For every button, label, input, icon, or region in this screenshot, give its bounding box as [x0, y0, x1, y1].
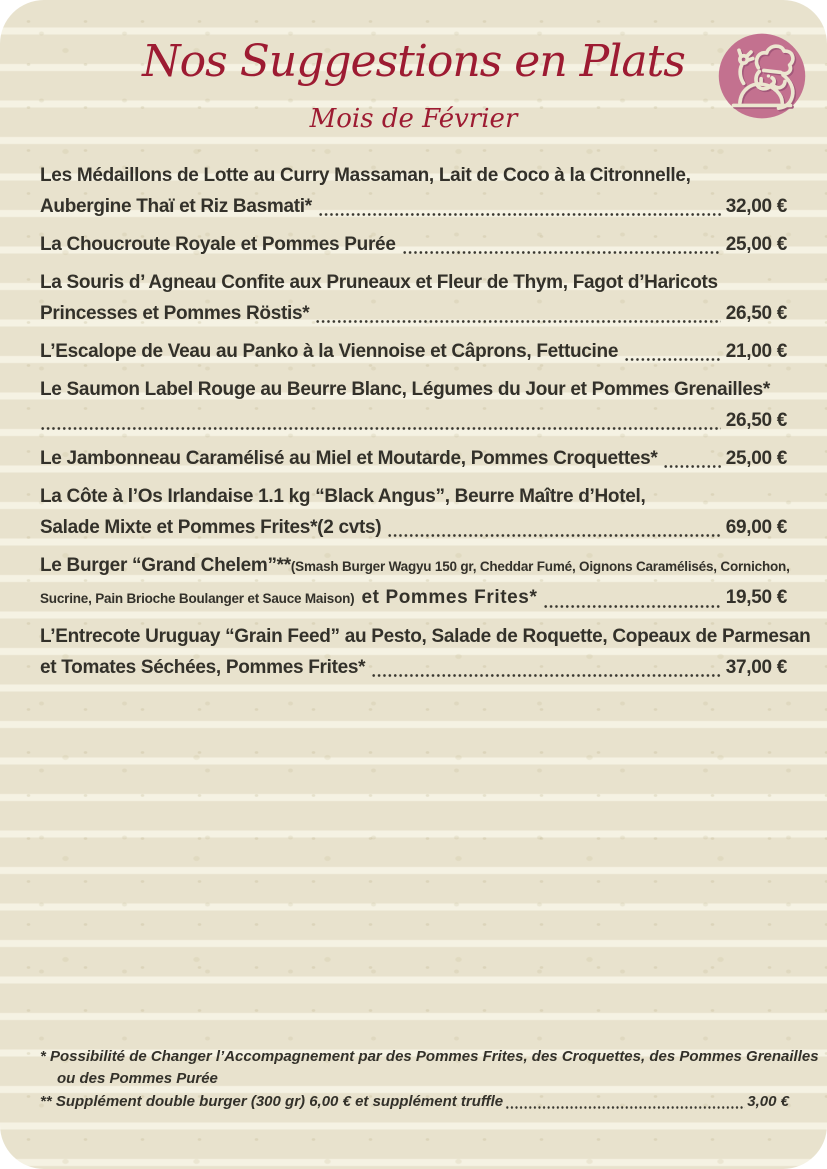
footnote-accompagnement-line2: ou des Pommes Purée: [57, 1070, 218, 1087]
dotted-leader: [371, 674, 720, 677]
menu-item-line: La Souris d’ Agneau Confite aux Pruneaux et Fleur de Thym, Fagot d’Haricots: [40, 272, 718, 293]
menu-item-line: Le Saumon Label Rouge au Beurre Blanc, Légumes du Jour et Pommes Grenailles*: [40, 379, 771, 400]
page-subtitle: Mois de Février: [309, 104, 518, 134]
menu-item-price: 37,00 €: [725, 657, 787, 678]
menu-item-detail-text: Sucrine, Pain Brioche Boulanger et Sauce Maison): [40, 591, 355, 606]
menu-item-price: 25,00 €: [725, 234, 787, 255]
dotted-leader: [663, 465, 720, 468]
menu-item-cote-a-los: [40, 481, 787, 543]
dotted-leader: [624, 358, 721, 361]
page-title: Nos Suggestions en Plats: [142, 36, 685, 87]
menu-item-choucroute: [40, 229, 787, 260]
menu-item-text: Salade Mixte et Pommes Frites*(2 cvts): [40, 517, 382, 538]
menu-item-price: 26,50 €: [725, 303, 787, 324]
menu-item-lotte: [40, 160, 787, 222]
menu-item-text: Le Jambonneau Caramélisé au Miel et Moutarde, Pommes Croquettes*: [40, 448, 658, 469]
menu-item-text: L’Escalope de Veau au Panko à la Viennoise et Câprons, Fettucine: [40, 341, 619, 362]
menu-item-text: Princesses et Pommes Röstis*: [40, 303, 310, 324]
menu-item-text: Le Burger “Grand Chelem”**: [40, 555, 291, 576]
menu-item-burger: [40, 550, 790, 614]
menu-item-line: L’Entrecote Uruguay “Grain Feed” au Pesto, Salade de Roquette, Copeaux de Parmesan: [40, 626, 811, 647]
menu-item-price: 25,00 €: [725, 448, 787, 469]
menu-item-text: et Pommes Frites*: [361, 587, 538, 608]
menu-item-line: La Côte à l’Os Irlandaise 1.1 kg “Black Angus”, Beurre Maître d’Hotel,: [40, 486, 646, 507]
menu-item-price: 32,00 €: [725, 196, 787, 217]
menu-item-text: La Choucroute Royale et Pommes Purée: [40, 234, 396, 255]
menu-item-price: 26,50 €: [725, 410, 787, 431]
footnote-supplement-text: ** Supplément double burger (300 gr) 6,00 € et supplément truffle: [40, 1092, 504, 1110]
menu-item-souris-agneau: [40, 267, 787, 329]
menu-item-entrecote: [40, 621, 811, 683]
menu-item-price: 21,00 €: [725, 341, 787, 362]
dotted-leader: [402, 251, 721, 254]
menu-list: [0, 136, 827, 683]
dotted-leader: [315, 320, 720, 323]
dotted-leader: [387, 534, 720, 537]
footnote-supplement: [40, 1091, 789, 1114]
footnote-supplement-price: 3,00 €: [747, 1092, 789, 1110]
dotted-leader: [318, 213, 721, 216]
footnote-accompagnement-line1: * Possibilité de Changer l’Accompagnement par des Pommes Frites, des Croquettes, des Pommes Grenailles: [40, 1047, 819, 1065]
dotted-leader: [543, 605, 720, 608]
menu-item-price: 19,50 €: [725, 587, 787, 608]
dotted-leader: [505, 1106, 745, 1109]
menu-item-text: et Tomates Séchées, Pommes Frites*: [40, 657, 366, 678]
menu-header: [0, 0, 827, 136]
menu-item-saumon: [40, 374, 787, 436]
menu-item-escalope-veau: [40, 336, 787, 367]
chef-with-platter-icon: [716, 30, 808, 122]
dotted-leader: [40, 427, 721, 430]
menu-item-detail-text: (Smash Burger Wagyu 150 gr, Cheddar Fumé, Oignons Caramélisés, Cornichon,: [290, 559, 790, 574]
menu-item-line: Les Médaillons de Lotte au Curry Massaman, Lait de Coco à la Citronnelle,: [40, 165, 691, 186]
menu-item-jambonneau: [40, 443, 787, 474]
footnotes: [40, 1046, 819, 1114]
menu-item-text: Aubergine Thaï et Riz Basmati*: [40, 196, 312, 217]
menu-item-price: 69,00 €: [725, 517, 787, 538]
